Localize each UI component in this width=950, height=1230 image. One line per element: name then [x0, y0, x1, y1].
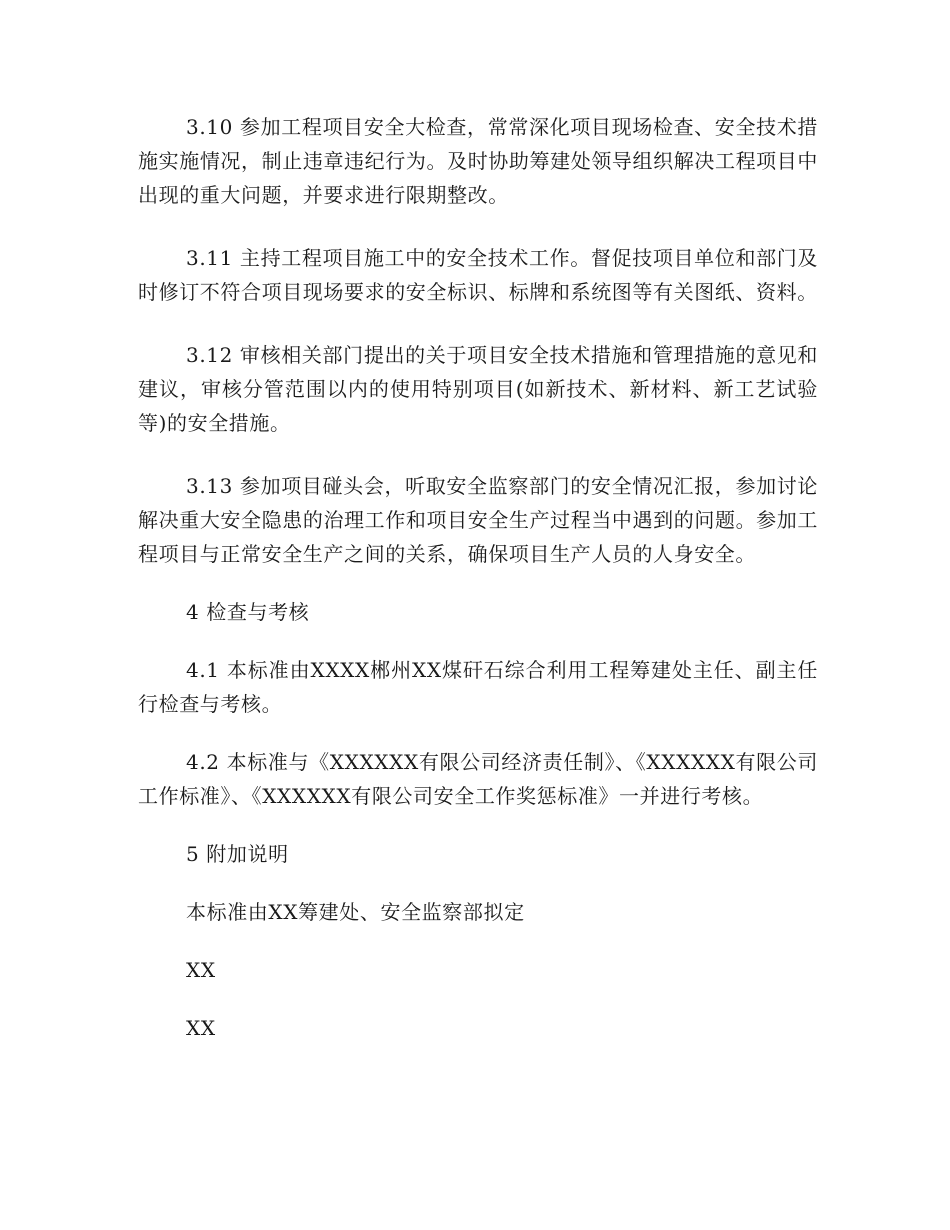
paragraph-3-11: 3.11 主持工程项目施工中的安全技术工作。督促技项目单位和部门及时修订不符合项目现场要求的安全标识、标牌和系统图等有关图纸、资料。	[138, 246, 818, 304]
section-heading-4: 4 检查与考核	[186, 600, 310, 624]
drafting-note: 本标准由XX筹建处、安全监察部拟定	[186, 900, 525, 924]
signature-line-1: XX	[186, 958, 216, 982]
paragraph-4-1: 4.1 本标准由XXXX郴州XX煤矸石综合利用工程筹建处主任、副主任行检查与考核。	[138, 658, 818, 716]
paragraph-3-13: 3.13 参加项目碰头会，听取安全监察部门的安全情况汇报，参加讨论解决重大安全隐患的治理工作和项目安全生产过程当中遇到的问题。参加工程项目与正常安全生产之间的关系，确保项目生产人员的人身安全。	[138, 474, 818, 566]
section-heading-5: 5 附加说明	[186, 842, 289, 866]
document-body	[138, 110, 818, 1045]
paragraph-3-10: 3.10 参加工程项目安全大检查，常常深化项目现场检查、安全技术措施实施情况，制止违章违纪行为。及时协助筹建处领导组织解决工程项目中出现的重大问题，并要求进行限期整改。	[138, 115, 818, 207]
paragraph-3-12: 3.12 审核相关部门提出的关于项目安全技术措施和管理措施的意见和建议，审核分管范围以内的使用特别项目(如新技术、新材料、新工艺试验等)的安全措施。	[138, 343, 818, 435]
paragraph-4-2: 4.2 本标准与《XXXXXX有限公司经济责任制》、《XXXXXX有限公司工作标准》、《XXXXXX有限公司安全工作奖惩标准》一并进行考核。	[138, 750, 818, 808]
signature-line-2: XX	[186, 1016, 216, 1040]
